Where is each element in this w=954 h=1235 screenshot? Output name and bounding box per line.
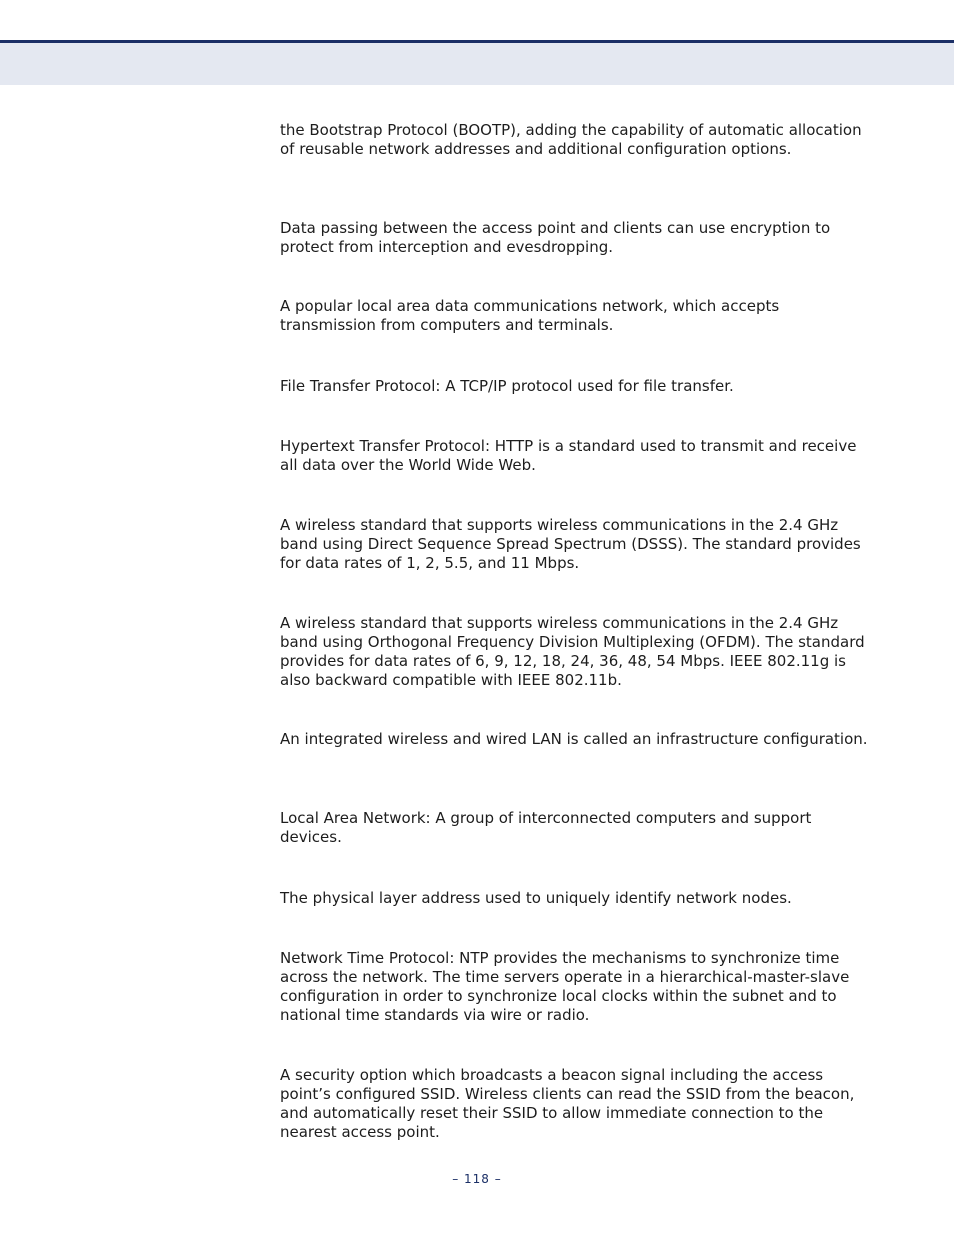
definition-ethernet: A popular local area data communications network, which accepts transmission from computers and terminals. xyxy=(280,297,780,334)
definition-ftp: File Transfer Protocol: A TCP/IP protocol used for file transfer. xyxy=(280,377,734,395)
definition-ieee-802-11b: A wireless standard that supports wireless communications in the 2.4 GHz band using Direct Sequence Spread Spectrum (DSSS). The standard provides for data rates of 1, 2, 5.5, and 11 Mbps. xyxy=(280,516,861,572)
definition-open-system: A security option which broadcasts a beacon signal including the access point’s configured SSID. Wireless clients can read the SSID from the beacon, and automatically reset their SSID to allow immediate connection to the nearest access point. xyxy=(280,1066,855,1141)
definition-lan: Local Area Network: A group of interconnected computers and support devices. xyxy=(280,809,812,846)
header-band xyxy=(0,43,954,85)
definition-infrastructure: An integrated wireless and wired LAN is called an infrastructure configuration. xyxy=(280,730,868,748)
definition-mac-address: The physical layer address used to uniquely identify network nodes. xyxy=(280,889,792,907)
definition-http: Hypertext Transfer Protocol: HTTP is a standard used to transmit and receive all data over the World Wide Web. xyxy=(280,437,857,474)
definition-dhcp: the Bootstrap Protocol (BOOTP), adding the capability of automatic allocation of reusable network addresses and additional configuration options. xyxy=(280,121,862,158)
definition-ieee-802-11g: A wireless standard that supports wireless communications in the 2.4 GHz band using Orthogonal Frequency Division Multiplexing (OFDM). The standard provides for data rates of 6, 9, 12, 18, 24, 36, 48, 54 Mbps. IEEE 802.11g is also backward compatible with IEEE 802.11b. xyxy=(280,614,865,689)
definition-ntp: Network Time Protocol: NTP provides the mechanisms to synchronize time across the network. The time servers operate in a hierarchical-master-slave configuration in order to synchronize local clocks within the subnet and to national time standards via wire or radio. xyxy=(280,949,850,1024)
definition-encryption: Data passing between the access point and clients can use encryption to protect from interception and evesdropping. xyxy=(280,219,831,256)
page-number: – 118 – xyxy=(452,1172,502,1186)
